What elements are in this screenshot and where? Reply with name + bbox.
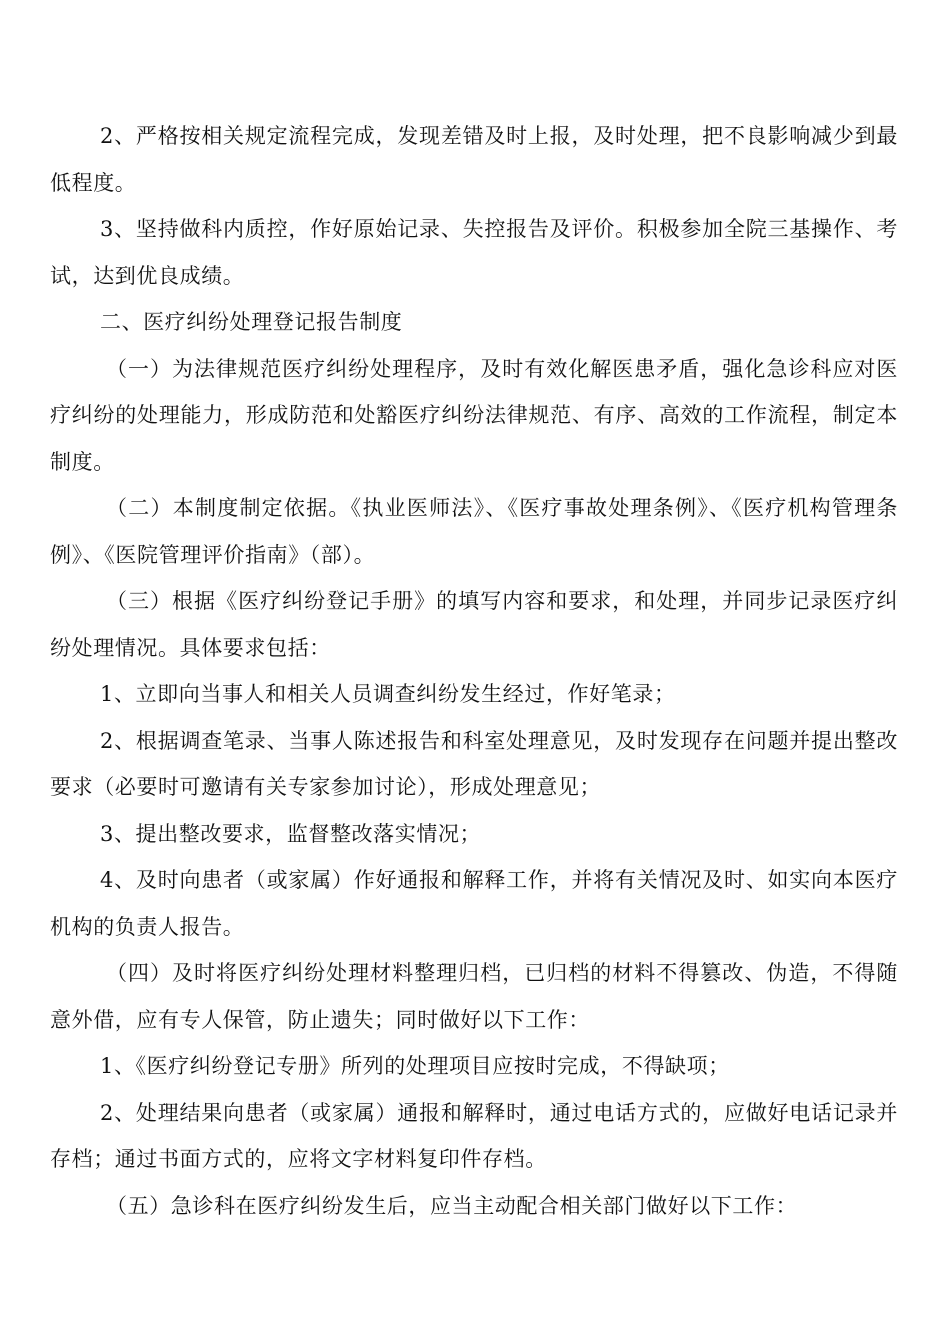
paragraph-archive-item-2: 2、处理结果向患者（或家属）通报和解释时，通过电话方式的，应做好电话记录并存档；通过书面方式的，应将文字材料复印件存档。 [50,1100,898,1171]
section-heading-medical-dispute: 二、医疗纠纷处理登记报告制度 [100,310,403,334]
paragraph-clause-5: （五）急诊科在医疗纠纷发生后，应当主动配合相关部门做好以下工作： [106,1193,798,1218]
paragraph-clause-3: （三）根据《医疗纠纷登记手册》的填写内容和要求，和处理，并同步记录医疗纠纷处理情况。具体要求包括： [50,589,898,660]
paragraph-archive-item-1: 1、《医疗纠纷登记专册》所列的处理项目应按时完成，不得缺项； [100,1054,730,1078]
paragraph-sub-item-2: 2、根据调查笔录、当事人陈述报告和科室处理意见，及时发现存在问题并提出整改要求（必要时可邀请有关专家参加讨论），形成处理意见； [50,728,898,799]
document-page [50,113,898,1229]
paragraph-item-3: 3、坚持做科内质控，作好原始记录、失控报告及评价。积极参加全院三基操作、考试，达到优良成绩。 [50,217,898,288]
paragraph-sub-item-4: 4、及时向患者（或家属）作好通报和解释工作，并将有关情况及时、如实向本医疗机构的负责人报告。 [50,868,898,939]
paragraph-sub-item-1: 1、立即向当事人和相关人员调查纠纷发生经过，作好笔录； [100,682,676,706]
paragraph-item-2: 2、严格按相关规定流程完成，发现差错及时上报，及时处理，把不良影响减少到最低程度。 [50,124,898,195]
paragraph-sub-item-3: 3、提出整改要求，监督整改落实情况； [100,821,482,846]
paragraph-clause-2: （二）本制度制定依据。《执业医师法》、《医疗事故处理条例》、《医疗机构管理条例》、《医院管理评价指南》（部）。 [50,496,898,567]
paragraph-clause-4: （四）及时将医疗纠纷处理材料整理归档，已归档的材料不得篡改、伪造，不得随意外借，应有专人保管，防止遗失；同时做好以下工作： [50,961,898,1032]
paragraph-clause-1: （一）为法律规范医疗纠纷处理程序，及时有效化解医患矛盾，强化急诊科应对医疗纠纷的处理能力，形成防范和处豁医疗纠纷法律规范、有序、高效的工作流程，制定本制度。 [50,356,898,474]
